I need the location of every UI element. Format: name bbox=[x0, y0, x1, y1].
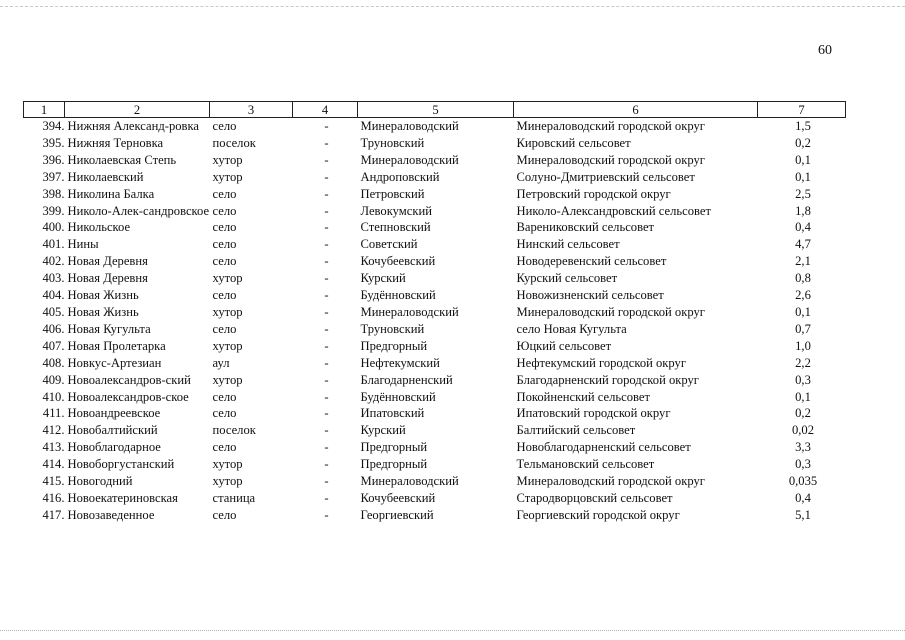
district-name: Кочубеевский bbox=[360, 490, 436, 505]
settlement-name: Николина Балка bbox=[67, 186, 155, 201]
settlement-type: хутор bbox=[212, 457, 243, 472]
value-cell: 0,7 bbox=[795, 321, 811, 336]
municipality-name: Варениковский сельсовет bbox=[516, 220, 655, 235]
row-number: 398. bbox=[42, 186, 65, 201]
value-cell: 0,2 bbox=[795, 135, 811, 150]
table-body bbox=[24, 118, 846, 524]
table-row bbox=[24, 152, 846, 169]
table-row bbox=[24, 135, 846, 152]
value-cell: 4,7 bbox=[795, 237, 811, 252]
district-name: Минераловодский bbox=[360, 152, 459, 167]
municipality-name: Стародворцовский сельсовет bbox=[516, 490, 673, 505]
column-4-value: - bbox=[324, 237, 329, 252]
district-name: Предгорный bbox=[360, 457, 428, 472]
settlement-name: Новобалтийский bbox=[67, 423, 158, 438]
value-cell: 0,3 bbox=[795, 457, 811, 472]
column-4-value: - bbox=[324, 507, 329, 522]
municipality-name: Минераловодский городской округ bbox=[516, 119, 705, 133]
table-row bbox=[24, 439, 846, 456]
municipality-name: Юцкий сельсовет bbox=[516, 338, 612, 353]
settlement-name: Новкус-Артезиан bbox=[67, 355, 162, 370]
district-name: Минераловодский bbox=[360, 474, 459, 489]
table-header-row bbox=[24, 102, 846, 118]
district-name: Минераловодский bbox=[360, 119, 459, 133]
value-cell: 0,1 bbox=[795, 169, 811, 184]
row-number: 410. bbox=[42, 389, 65, 404]
column-4-value: - bbox=[324, 457, 329, 472]
municipality-name: Николо-Александровский сельсовет bbox=[516, 203, 711, 218]
row-number: 416. bbox=[42, 490, 65, 505]
value-cell: 0,035 bbox=[788, 474, 818, 489]
table-row bbox=[24, 405, 846, 422]
table-row bbox=[24, 304, 846, 321]
column-4-value: - bbox=[324, 338, 329, 353]
municipality-name: Благодарненский городской округ bbox=[516, 372, 699, 387]
settlement-name: Новоалександров-ское bbox=[67, 389, 189, 404]
district-name: Предгорный bbox=[360, 338, 428, 353]
settlement-name: Николаевская Степь bbox=[67, 152, 177, 167]
table-row bbox=[24, 456, 846, 473]
table-row bbox=[24, 355, 846, 372]
column-header-2: 2 bbox=[65, 102, 210, 118]
settlement-type: село bbox=[212, 203, 237, 218]
district-name: Будённовский bbox=[360, 389, 436, 404]
row-number: 399. bbox=[42, 203, 65, 218]
district-name: Труновский bbox=[360, 321, 425, 336]
settlement-name: Никольское bbox=[67, 220, 131, 235]
municipality-name: Новодеревенский сельсовет bbox=[516, 254, 667, 269]
settlement-name: Новоандреевское bbox=[67, 406, 161, 421]
value-cell: 0,4 bbox=[795, 490, 811, 505]
municipality-name: Новоблагодарненский сельсовет bbox=[516, 440, 691, 455]
settlement-type: село bbox=[212, 254, 237, 269]
row-number: 394. bbox=[42, 119, 65, 133]
settlement-name: Новоблагодарное bbox=[67, 440, 161, 455]
column-4-value: - bbox=[324, 119, 329, 133]
row-number: 395. bbox=[42, 135, 65, 150]
column-4-value: - bbox=[324, 490, 329, 505]
value-cell: 0,3 bbox=[795, 372, 811, 387]
row-number: 396. bbox=[42, 152, 65, 167]
row-number: 412. bbox=[42, 423, 65, 438]
settlement-name: Николо-Алек-сандровское bbox=[67, 203, 210, 218]
value-cell: 2,5 bbox=[795, 186, 811, 201]
column-header-3: 3 bbox=[210, 102, 293, 118]
settlement-type: село bbox=[212, 389, 237, 404]
settlement-type: аул bbox=[212, 355, 230, 370]
municipality-name: Ипатовский городской округ bbox=[516, 406, 671, 421]
settlement-type: село bbox=[212, 288, 237, 303]
district-name: Благодарненский bbox=[360, 372, 453, 387]
row-number: 417. bbox=[42, 507, 65, 522]
municipality-name: Петровский городской округ bbox=[516, 186, 671, 201]
column-4-value: - bbox=[324, 474, 329, 489]
municipality-name: Минераловодский городской округ bbox=[516, 152, 705, 167]
table-row bbox=[24, 507, 846, 524]
settlement-type: село bbox=[212, 186, 237, 201]
settlement-name: Новая Деревня bbox=[67, 254, 148, 269]
column-4-value: - bbox=[324, 423, 329, 438]
district-name: Петровский bbox=[360, 186, 425, 201]
settlement-name: Новогодний bbox=[67, 474, 133, 489]
row-number: 411. bbox=[42, 406, 65, 421]
column-header-7: 7 bbox=[758, 102, 846, 118]
column-header-5: 5 bbox=[358, 102, 514, 118]
column-4-value: - bbox=[324, 389, 329, 404]
settlement-type: село bbox=[212, 406, 237, 421]
value-cell: 0,8 bbox=[795, 271, 811, 286]
value-cell: 0,1 bbox=[795, 389, 811, 404]
column-4-value: - bbox=[324, 169, 329, 184]
row-number: 408. bbox=[42, 355, 65, 370]
settlement-name: Новоекатериновская bbox=[67, 490, 178, 505]
row-number: 415. bbox=[42, 474, 65, 489]
district-name: Нефтекумский bbox=[360, 355, 440, 370]
settlement-type: хутор bbox=[212, 474, 243, 489]
settlement-type: село bbox=[212, 220, 237, 235]
municipality-name: Тельмановский сельсовет bbox=[516, 457, 655, 472]
district-name: Советский bbox=[360, 237, 418, 252]
column-4-value: - bbox=[324, 288, 329, 303]
settlement-type: хутор bbox=[212, 152, 243, 167]
value-cell: 2,2 bbox=[795, 355, 811, 370]
district-name: Георгиевский bbox=[360, 507, 434, 522]
column-4-value: - bbox=[324, 203, 329, 218]
value-cell: 1,0 bbox=[795, 338, 811, 353]
table-row bbox=[24, 490, 846, 507]
row-number: 397. bbox=[42, 169, 65, 184]
table-row bbox=[24, 270, 846, 287]
settlement-name: Нижняя Александ-ровка bbox=[67, 119, 200, 133]
settlement-name: Новая Пролетарка bbox=[67, 338, 166, 353]
municipality-name: Нефтекумский городской округ bbox=[516, 355, 687, 370]
row-number: 409. bbox=[42, 372, 65, 387]
column-4-value: - bbox=[324, 321, 329, 336]
scan-artifact-bottom bbox=[0, 630, 905, 631]
settlement-type: хутор bbox=[212, 338, 243, 353]
row-number: 405. bbox=[42, 304, 65, 319]
settlement-type: село bbox=[212, 237, 237, 252]
municipality-name: Нинский сельсовет bbox=[516, 237, 620, 252]
column-4-value: - bbox=[324, 152, 329, 167]
column-4-value: - bbox=[324, 355, 329, 370]
settlement-type: хутор bbox=[212, 304, 243, 319]
row-number: 404. bbox=[42, 288, 65, 303]
table-row bbox=[24, 473, 846, 490]
value-cell: 1,5 bbox=[795, 119, 811, 133]
table-row bbox=[24, 236, 846, 253]
column-4-value: - bbox=[324, 440, 329, 455]
table-row bbox=[24, 253, 846, 270]
row-number: 402. bbox=[42, 254, 65, 269]
district-name: Левокумский bbox=[360, 203, 432, 218]
column-4-value: - bbox=[324, 372, 329, 387]
settlement-type: село bbox=[212, 507, 237, 522]
district-name: Предгорный bbox=[360, 440, 428, 455]
settlement-type: село bbox=[212, 119, 237, 133]
value-cell: 0,1 bbox=[795, 304, 811, 319]
row-number: 401. bbox=[42, 237, 65, 252]
district-name: Курский bbox=[360, 423, 406, 438]
district-name: Кочубеевский bbox=[360, 254, 436, 269]
value-cell: 0,2 bbox=[795, 406, 811, 421]
table-row bbox=[24, 203, 846, 220]
value-cell: 1,8 bbox=[795, 203, 811, 218]
row-number: 407. bbox=[42, 338, 65, 353]
page-number: 60 bbox=[818, 43, 832, 58]
district-name: Ипатовский bbox=[360, 406, 425, 421]
column-4-value: - bbox=[324, 186, 329, 201]
settlement-type: село bbox=[212, 321, 237, 336]
settlement-type: станица bbox=[212, 490, 256, 505]
settlement-name: Новая Жизнь bbox=[67, 288, 139, 303]
settlement-type: поселок bbox=[212, 135, 256, 150]
row-number: 406. bbox=[42, 321, 65, 336]
value-cell: 3,3 bbox=[795, 440, 811, 455]
municipality-name: Курский сельсовет bbox=[516, 271, 618, 286]
municipality-name: Балтийский сельсовет bbox=[516, 423, 636, 438]
municipality-name: Покойненский сельсовет bbox=[516, 389, 651, 404]
settlement-name: Николаевский bbox=[67, 169, 144, 184]
table-row bbox=[24, 372, 846, 389]
column-4-value: - bbox=[324, 304, 329, 319]
value-cell: 2,1 bbox=[795, 254, 811, 269]
settlement-name: Новая Деревня bbox=[67, 271, 148, 286]
table-row bbox=[24, 219, 846, 236]
district-name: Минераловодский bbox=[360, 304, 459, 319]
district-name: Будённовский bbox=[360, 288, 436, 303]
column-4-value: - bbox=[324, 271, 329, 286]
value-cell: 2,6 bbox=[795, 288, 811, 303]
table-row bbox=[24, 422, 846, 439]
column-header-4: 4 bbox=[293, 102, 358, 118]
settlement-name: Новоборгустанский bbox=[67, 457, 175, 472]
table-row bbox=[24, 389, 846, 406]
row-number: 400. bbox=[42, 220, 65, 235]
municipality-name: Кировский сельсовет bbox=[516, 135, 631, 150]
column-4-value: - bbox=[324, 254, 329, 269]
settlement-name: Новоалександров-ский bbox=[67, 372, 191, 387]
row-number: 414. bbox=[42, 457, 65, 472]
column-4-value: - bbox=[324, 406, 329, 421]
value-cell: 0,02 bbox=[791, 423, 815, 438]
column-header-1: 1 bbox=[24, 102, 65, 118]
column-4-value: - bbox=[324, 220, 329, 235]
settlement-type: хутор bbox=[212, 169, 243, 184]
table-row bbox=[24, 321, 846, 338]
municipality-name: Новожизненский сельсовет bbox=[516, 288, 664, 303]
settlement-type: хутор bbox=[212, 372, 243, 387]
settlement-name: Нины bbox=[67, 237, 99, 252]
municipality-name: село Новая Кугульта bbox=[516, 321, 627, 336]
settlements-table bbox=[23, 101, 846, 524]
scan-artifact-top bbox=[0, 6, 905, 7]
table-row bbox=[24, 287, 846, 304]
table-row bbox=[24, 169, 846, 186]
row-number: 403. bbox=[42, 271, 65, 286]
settlement-type: поселок bbox=[212, 423, 256, 438]
table-row bbox=[24, 118, 846, 135]
column-4-value: - bbox=[324, 135, 329, 150]
settlement-name: Новая Кугульта bbox=[67, 321, 151, 336]
municipality-name: Минераловодский городской округ bbox=[516, 304, 705, 319]
municipality-name: Минераловодский городской округ bbox=[516, 474, 705, 489]
municipality-name: Георгиевский городской округ bbox=[516, 507, 680, 522]
row-number: 413. bbox=[42, 440, 65, 455]
value-cell: 5,1 bbox=[795, 507, 811, 522]
settlement-type: село bbox=[212, 440, 237, 455]
district-name: Курский bbox=[360, 271, 406, 286]
settlement-name: Новая Жизнь bbox=[67, 304, 139, 319]
municipality-name: Солуно-Дмитриевский сельсовет bbox=[516, 169, 695, 184]
column-header-6: 6 bbox=[514, 102, 758, 118]
table-row bbox=[24, 186, 846, 203]
district-name: Степновский bbox=[360, 220, 431, 235]
settlement-type: хутор bbox=[212, 271, 243, 286]
district-name: Труновский bbox=[360, 135, 425, 150]
settlement-name: Новозаведенное bbox=[67, 507, 155, 522]
settlement-name: Нижняя Терновка bbox=[67, 135, 164, 150]
district-name: Андроповский bbox=[360, 169, 440, 184]
value-cell: 0,1 bbox=[795, 152, 811, 167]
value-cell: 0,4 bbox=[795, 220, 811, 235]
table-row bbox=[24, 338, 846, 355]
